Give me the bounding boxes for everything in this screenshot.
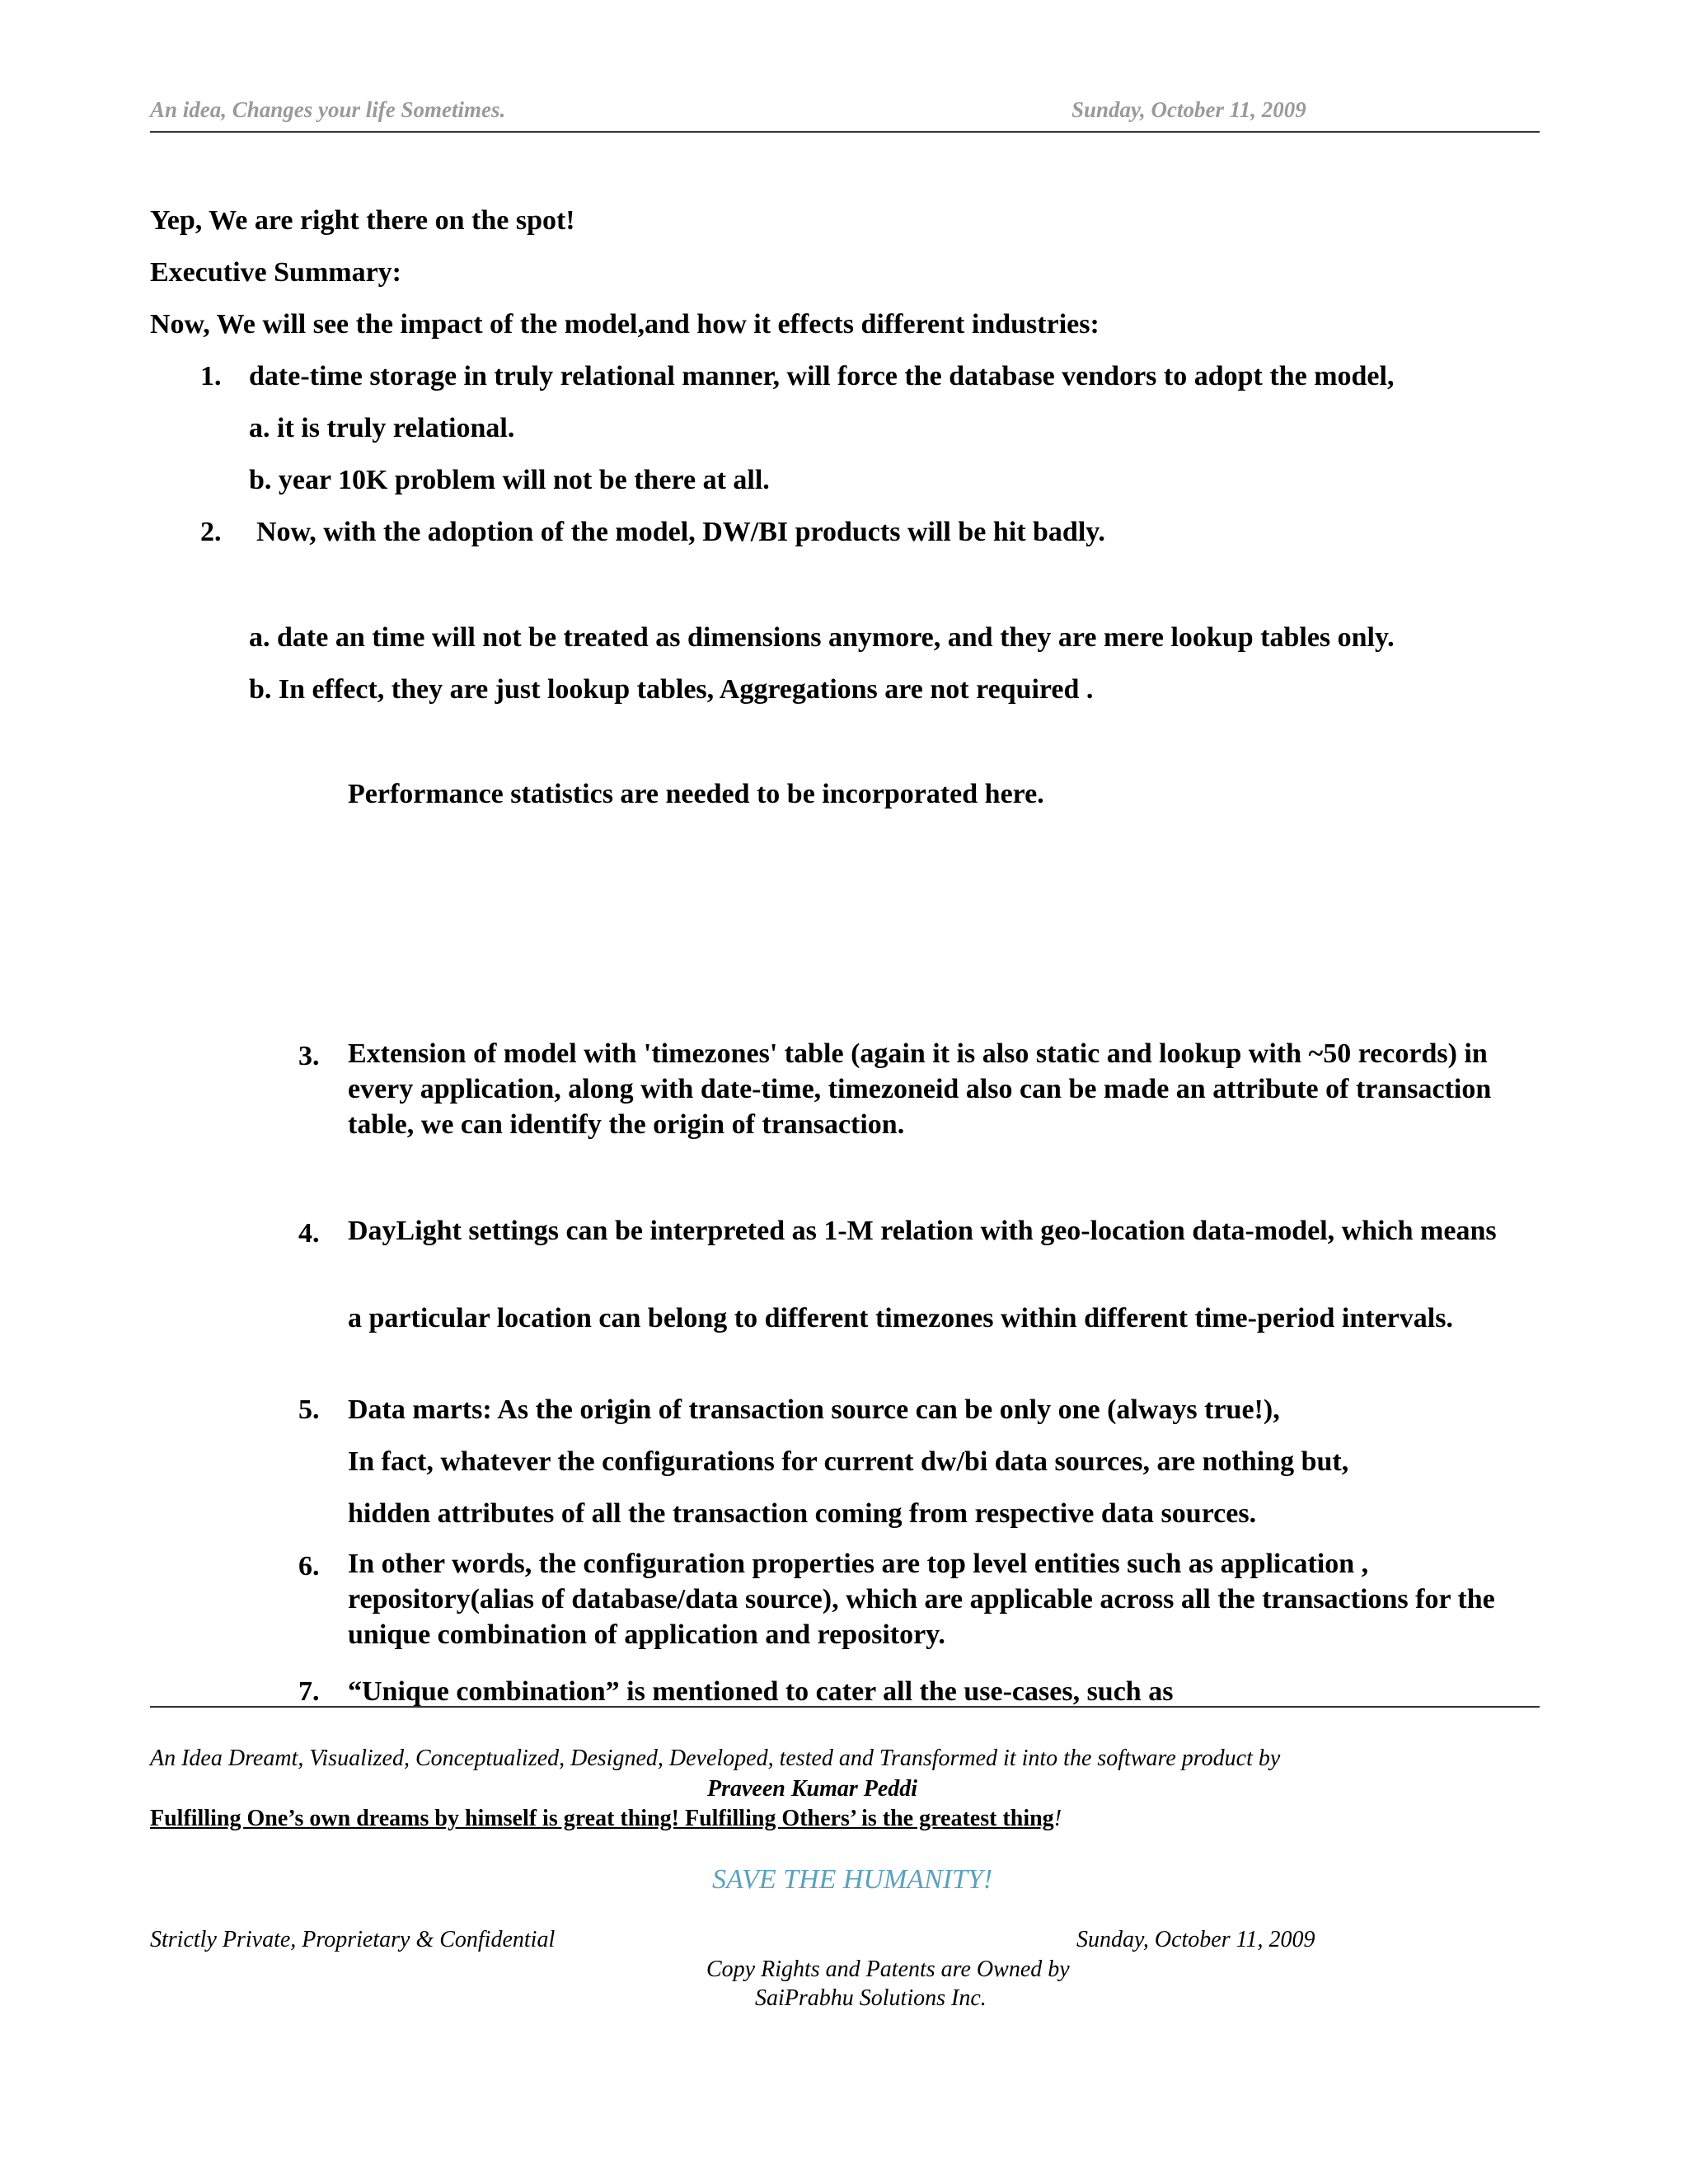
list-item-4: DayLight settings can be interpreted as 1-M relation with geo-location data-model, which means — [348, 1216, 1497, 1246]
list-number-6: 6. — [298, 1551, 320, 1582]
list-number-3: 3. — [298, 1041, 320, 1071]
footer-copyright-line-2: SaiPrabhu Solutions Inc. — [755, 1985, 987, 2011]
list-item-1-sub-b: b. year 10K problem will not be there at all. — [249, 465, 770, 495]
footer-credit-line: An Idea Dreamt, Visualized, Conceptualized, Designed, Developed, tested and Transformed it into the software product by — [150, 1746, 1281, 1771]
save-the-humanity: SAVE THE HUMANITY! — [712, 1864, 993, 1895]
list-item-5-continued-2: hidden attributes of all the transaction coming from respective data sources. — [348, 1498, 1257, 1529]
executive-summary-heading: Executive Summary: — [150, 257, 402, 288]
footer-motto-end: ! — [1053, 1806, 1062, 1831]
footer-copyright-line-1: Copy Rights and Patents are Owned by — [706, 1957, 1070, 1982]
footer-author: Praveen Kumar Peddi — [707, 1776, 918, 1802]
footer-motto-line — [150, 1807, 1062, 1830]
header-rule — [150, 131, 1540, 133]
list-number-2: 2. — [200, 517, 222, 547]
intro-line: Yep, We are right there on the spot! — [150, 205, 575, 236]
header-title: An idea, Changes your life Sometimes. — [150, 97, 506, 122]
intro-impact-line: Now, We will see the impact of the model,and how it effects different industries: — [150, 309, 1100, 340]
list-item-2: Now, with the adoption of the model, DW/BI products will be hit badly. — [256, 517, 1105, 547]
performance-note: Performance statistics are needed to be incorporated here. — [348, 779, 1044, 809]
list-item-1-sub-a: a. it is truly relational. — [249, 413, 515, 443]
list-item-6: In other words, the configuration properties are top level entities such as application , repository(alias of database/data source), which are applicable across all the transactions for the unique combination of application and repository. — [348, 1549, 1495, 1650]
footer-motto: Fulfilling One’s own dreams by himself is great thing! Fulfilling Others’ is the greatest thing — [150, 1806, 1054, 1831]
list-item-5: Data marts: As the origin of transaction source can be only one (always true!), — [348, 1394, 1280, 1425]
list-item-2-sub-a: a. date an time will not be treated as dimensions anymore, and they are mere lookup tables only. — [249, 622, 1395, 653]
list-number-1: 1. — [200, 361, 222, 391]
header-date: Sunday, October 11, 2009 — [1071, 97, 1306, 122]
list-number-7: 7. — [298, 1676, 320, 1707]
footer-confidential: Strictly Private, Proprietary & Confidential — [150, 1927, 556, 1952]
list-item-4-continued: a particular location can belong to different timezones within different time-period intervals. — [348, 1303, 1453, 1333]
list-item-5-continued-1: In fact, whatever the configurations for current dw/bi data sources, are nothing but, — [348, 1446, 1349, 1477]
list-number-4: 4. — [298, 1218, 320, 1249]
list-item-2-sub-b: b. In effect, they are just lookup tables, Aggregations are not required . — [249, 674, 1094, 705]
list-number-5: 5. — [298, 1394, 320, 1425]
list-item-7: “Unique combination” is mentioned to cater all the use-cases, such as — [348, 1676, 1174, 1707]
footer-date: Sunday, October 11, 2009 — [1076, 1927, 1315, 1952]
list-item-3: Extension of model with 'timezones' table (again it is also static and lookup with ~50 records) in every application, along with date-time, timezoneid also can be made an attribute of transaction table, we can identify the origin of transaction. — [348, 1038, 1492, 1140]
list-item-1: date-time storage in truly relational manner, will force the database vendors to adopt the model, — [249, 361, 1395, 391]
footer-rule — [150, 1706, 1540, 1708]
